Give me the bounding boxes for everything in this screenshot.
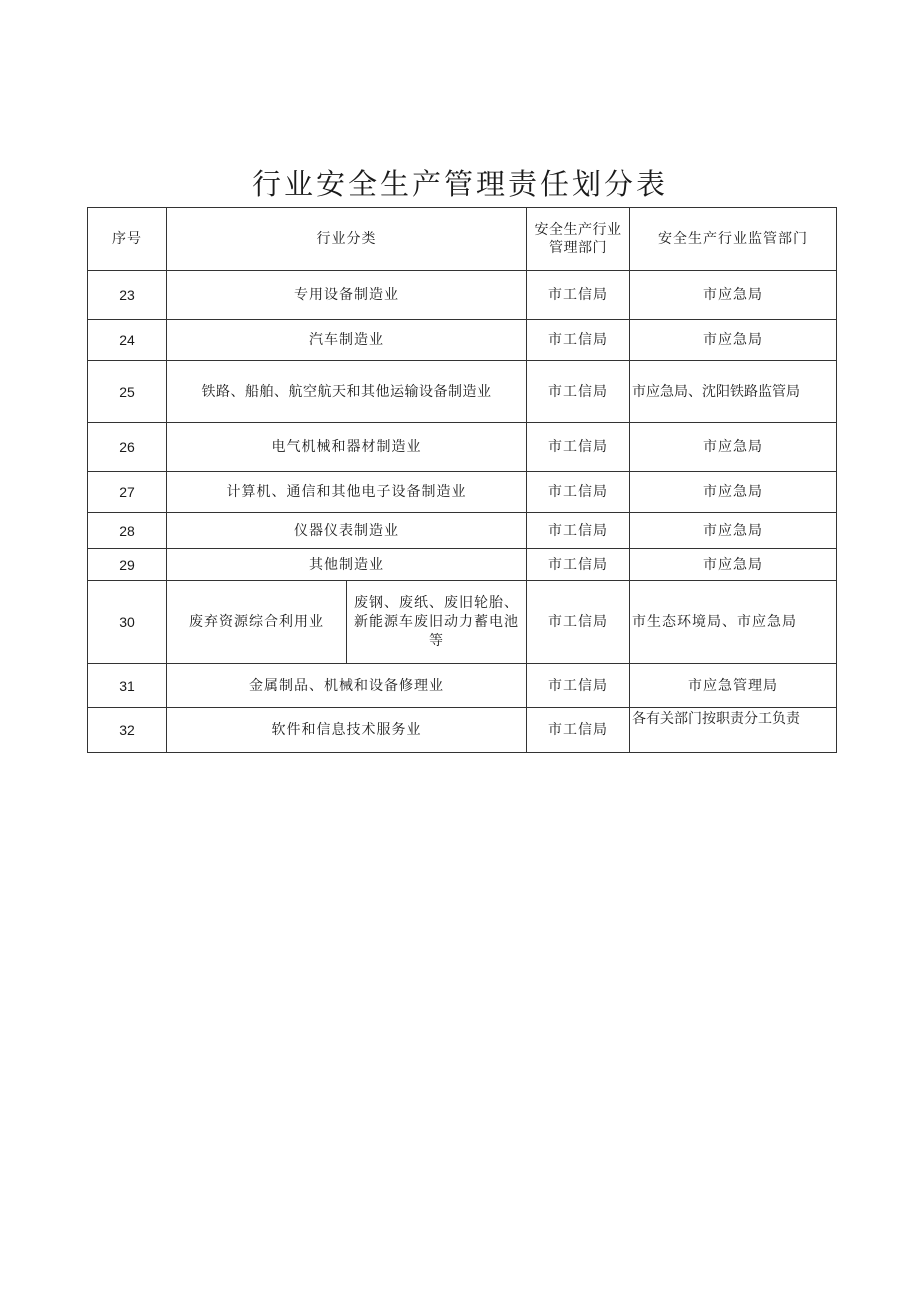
row-category: 废弃资源综合利用业 bbox=[167, 581, 347, 664]
table-row bbox=[88, 549, 837, 581]
row-management-dept: 市工信局 bbox=[527, 271, 630, 320]
row-index: 23 bbox=[88, 271, 167, 320]
row-supervision-dept: 各有关部门按职责分工负责 bbox=[630, 708, 837, 753]
row-index: 24 bbox=[88, 320, 167, 361]
table-row bbox=[88, 513, 837, 549]
header-supervision-dept: 安全生产行业监管部门 bbox=[630, 208, 837, 271]
responsibility-table bbox=[87, 207, 837, 753]
row-supervision-dept: 市应急局 bbox=[630, 472, 837, 513]
table-row bbox=[88, 361, 837, 423]
row-supervision-dept: 市应急局、沈阳铁路监管局 bbox=[630, 361, 837, 423]
table-row bbox=[88, 472, 837, 513]
row-management-dept: 市工信局 bbox=[527, 423, 630, 472]
row-supervision-dept: 市应急管理局 bbox=[630, 664, 837, 708]
row-category: 其他制造业 bbox=[167, 549, 527, 581]
row-category: 专用设备制造业 bbox=[167, 271, 527, 320]
row-management-dept: 市工信局 bbox=[527, 320, 630, 361]
table-row bbox=[88, 581, 837, 664]
row-category: 汽车制造业 bbox=[167, 320, 527, 361]
table-row bbox=[88, 320, 837, 361]
header-category: 行业分类 bbox=[167, 208, 527, 271]
row-management-dept: 市工信局 bbox=[527, 361, 630, 423]
row-category: 电气机械和器材制造业 bbox=[167, 423, 527, 472]
table-row bbox=[88, 708, 837, 753]
row-supervision-dept: 市生态环境局、市应急局 bbox=[630, 581, 837, 664]
header-management-dept: 安全生产行业管理部门 bbox=[527, 208, 630, 271]
row-supervision-dept: 市应急局 bbox=[630, 423, 837, 472]
header-index: 序号 bbox=[88, 208, 167, 271]
row-supervision-dept: 市应急局 bbox=[630, 513, 837, 549]
row-management-dept: 市工信局 bbox=[527, 581, 630, 664]
row-category: 金属制品、机械和设备修理业 bbox=[167, 664, 527, 708]
row-management-dept: 市工信局 bbox=[527, 549, 630, 581]
row-management-dept: 市工信局 bbox=[527, 708, 630, 753]
row-management-dept: 市工信局 bbox=[527, 472, 630, 513]
row-supervision-dept: 市应急局 bbox=[630, 549, 837, 581]
row-index: 31 bbox=[88, 664, 167, 708]
row-category: 计算机、通信和其他电子设备制造业 bbox=[167, 472, 527, 513]
row-index: 27 bbox=[88, 472, 167, 513]
row-category: 铁路、船舶、航空航天和其他运输设备制造业 bbox=[167, 361, 527, 423]
row-category: 软件和信息技术服务业 bbox=[167, 708, 527, 753]
row-index: 29 bbox=[88, 549, 167, 581]
row-supervision-dept: 市应急局 bbox=[630, 271, 837, 320]
table-row bbox=[88, 664, 837, 708]
row-supervision-dept: 市应急局 bbox=[630, 320, 837, 361]
row-subcategory: 废钢、废纸、废旧轮胎、新能源车废旧动力蓄电池等 bbox=[347, 581, 527, 664]
row-index: 26 bbox=[88, 423, 167, 472]
row-index: 25 bbox=[88, 361, 167, 423]
table-header-row bbox=[88, 208, 837, 271]
row-index: 30 bbox=[88, 581, 167, 664]
row-category: 仪器仪表制造业 bbox=[167, 513, 527, 549]
page-title: 行业安全生产管理责任划分表 bbox=[251, 167, 668, 201]
row-management-dept: 市工信局 bbox=[527, 513, 630, 549]
row-management-dept: 市工信局 bbox=[527, 664, 630, 708]
table-row bbox=[88, 271, 837, 320]
row-index: 28 bbox=[88, 513, 167, 549]
row-index: 32 bbox=[88, 708, 167, 753]
table-row bbox=[88, 423, 837, 472]
